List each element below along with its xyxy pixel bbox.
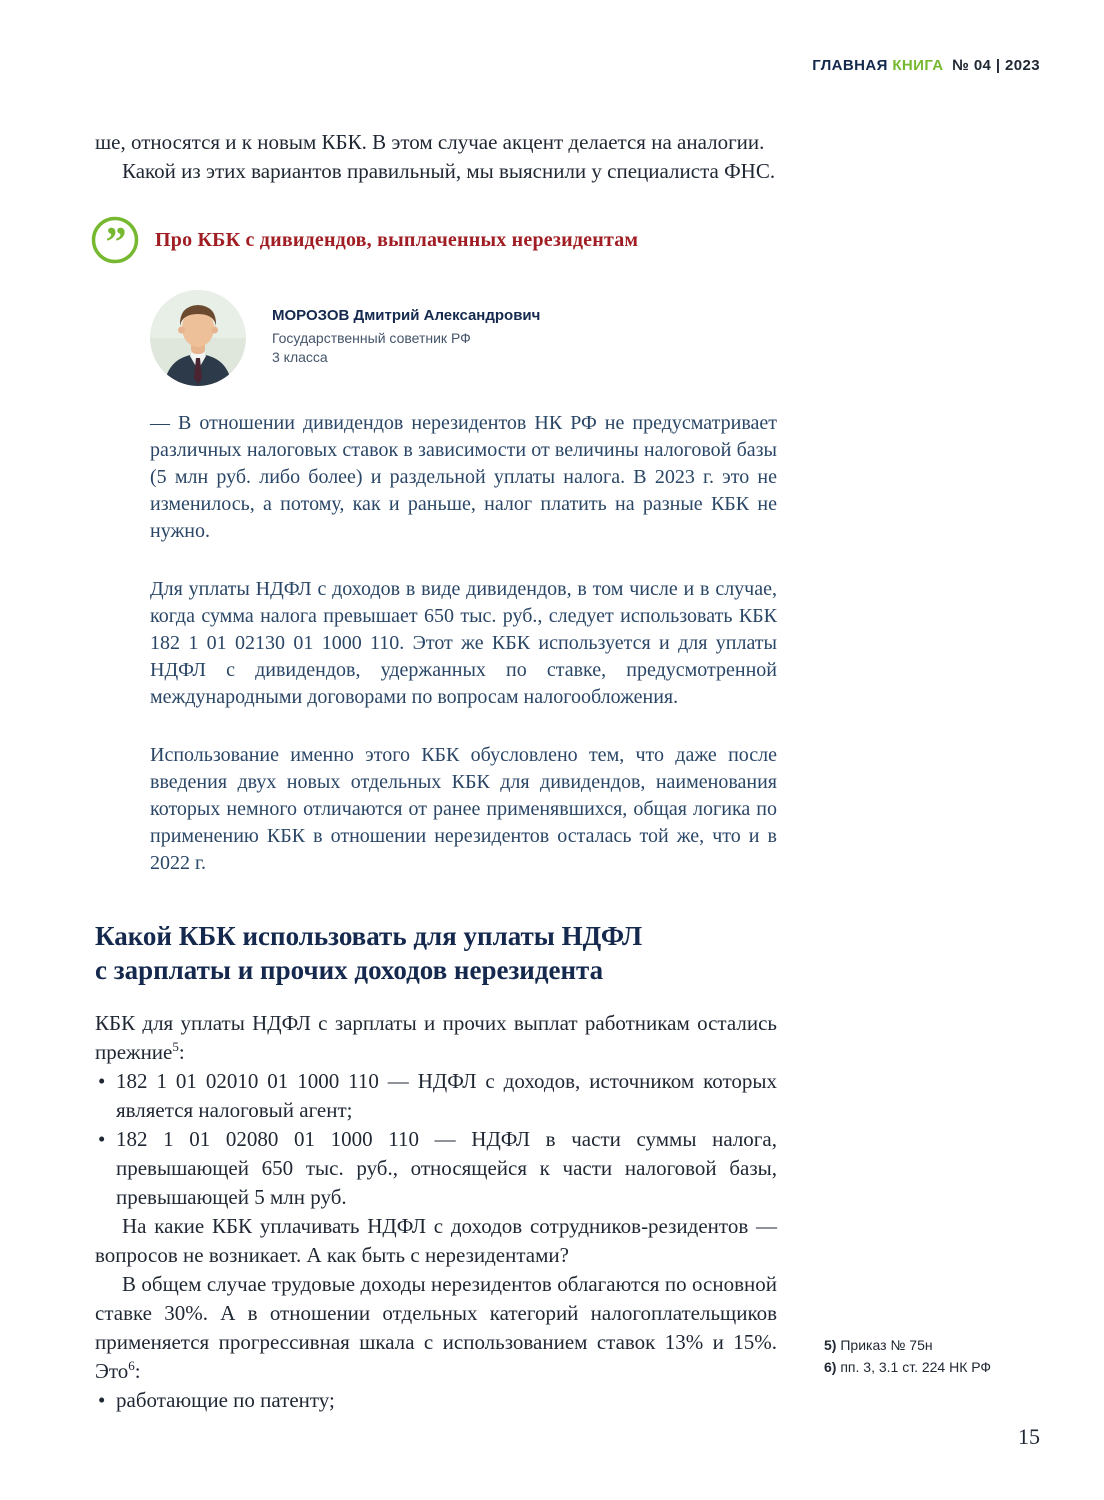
expert-rank-line-2: 3 класса: [272, 349, 328, 365]
section-heading: [95, 919, 777, 987]
expert-rank-line-1: Государственный советник РФ: [272, 330, 471, 346]
footnote-5: [824, 1334, 1034, 1356]
category-bullet-1: • работающие по патенту;: [95, 1386, 777, 1415]
section-heading-line-1: Какой КБК использовать для уплаты НДФЛ: [95, 921, 643, 951]
footnote-5-marker: 5): [824, 1337, 837, 1353]
quote-paragraph-3: Использование именно этого КБК обусловлено тем, что даже после введения двух новых отдельных КБК для дивидендов, наименования которых немного отличаются от ранее применявшихся, общая логика по применению КБК в отношении нерезидентов осталась той же, что и в 2022 г.: [150, 744, 777, 874]
expert-photo: [150, 290, 246, 386]
section-paragraph-3: [95, 1270, 777, 1386]
intro-paragraph-2: Какой из этих вариантов правильный, мы выяснили у специалиста ФНС.: [122, 159, 776, 183]
footnote-ref-6: 6: [128, 1358, 135, 1373]
footnote-6: [824, 1356, 1034, 1378]
footnote-5-text: Приказ № 75н: [840, 1337, 933, 1353]
brand-main: ГЛАВНАЯ: [812, 57, 888, 74]
section-lead-text: КБК для уплаты НДФЛ с зарплаты и прочих выплат работникам остались прежние: [95, 1011, 777, 1064]
footnote-ref-5: 5: [172, 1039, 179, 1054]
kbk-bullet-1: • 182 1 01 02010 01 1000 110 — НДФЛ с доходов, источником которых является налоговый агент;: [95, 1067, 777, 1125]
brand-accent: КНИГА: [892, 57, 944, 74]
section-lead-tail: :: [178, 1040, 185, 1064]
quote-title: Про КБК с дивидендов, выплаченных нерезидентам: [155, 229, 639, 251]
svg-text:”: ”: [105, 220, 127, 264]
masthead: [812, 57, 1040, 74]
section-heading-line-2: с зарплаты и прочих доходов нерезидента: [95, 955, 604, 985]
expert-name: МОРОЗОВ Дмитрий Александрович: [272, 307, 541, 324]
margin-footnotes: [824, 1334, 1034, 1378]
section-paragraph-3-tail: :: [134, 1359, 141, 1383]
quote-body: [150, 410, 777, 877]
section-paragraph-3-text: В общем случае трудовые доходы нерезидентов облагаются по основной ставке 30%. А в отношении отдельных категорий налогоплательщиков применяется прогрессивная шкала с использованием ставок 13% и 15%. Это: [95, 1272, 777, 1383]
page-number: 15: [1018, 1424, 1040, 1449]
main-column: [95, 128, 777, 1415]
expert-quote-block: [95, 216, 777, 877]
section-lead: [95, 1009, 777, 1067]
quote-icon: [91, 216, 139, 264]
section-paragraph-2: На какие КБК уплачивать НДФЛ с доходов сотрудников-резидентов — вопросов не возникает. А как быть с нерезидентами?: [95, 1214, 777, 1267]
footnote-6-text: пп. 3, 3.1 ст. 224 НК РФ: [840, 1359, 992, 1375]
kbk-bullet-2: • 182 1 01 02080 01 1000 110 — НДФЛ в части суммы налога, превышающей 650 тыс. руб., относящейся к части налоговой базы, превышающей 5 млн руб.: [95, 1125, 777, 1212]
quote-header: [91, 216, 777, 264]
footnote-6-marker: 6): [824, 1359, 837, 1375]
intro-paragraph-1: ше, относятся и к новым КБК. В этом случае акцент делается на аналогии.: [95, 130, 765, 154]
expert-meta: [272, 290, 540, 386]
issue-number: № 04 | 2023: [952, 57, 1040, 74]
expert-card: [150, 290, 777, 386]
quote-paragraph-2: Для уплаты НДФЛ с доходов в виде дивидендов, в том числе и в случае, когда сумма налога превышает 650 тыс. руб., следует использовать КБК 182 1 01 02130 01 1000 110. Этот же КБК используется и для уплаты НДФЛ с дивидендов, удержанных по ставке, предусмотренной международными договорами по вопросам налогообложения.: [150, 578, 777, 708]
quote-paragraph-1: — В отношении дивидендов нерезидентов НК РФ не предусматривает различных налоговых ставок в зависимости от величины налоговой базы (5 млн руб. либо более) и раздельной уплаты налога. В 2023 г. это не изменилось, а потому, как и раньше, налог платить на разные КБК не нужно.: [150, 412, 777, 542]
